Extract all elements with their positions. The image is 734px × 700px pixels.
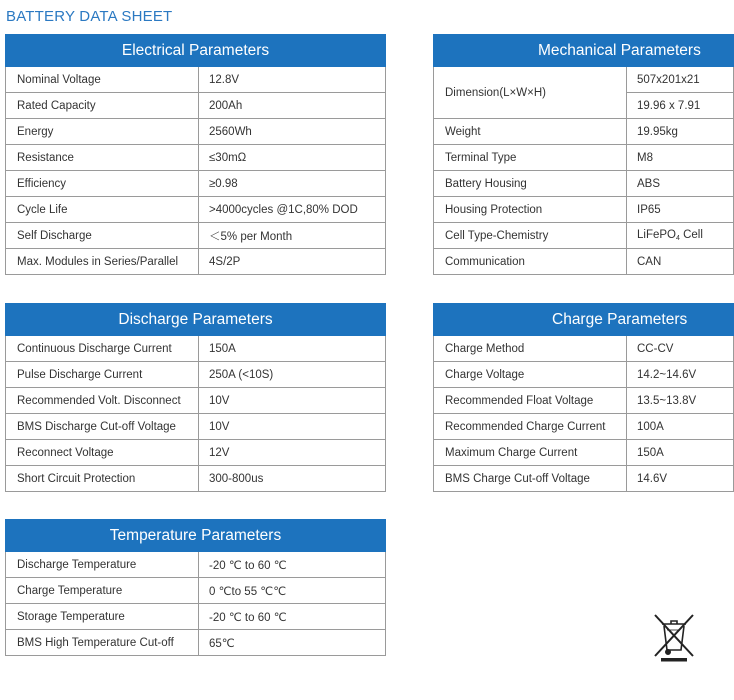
table-row [6,440,386,466]
row-value [627,223,734,249]
table-row [434,414,734,440]
table-row [6,67,386,93]
electrical-parameters-header: Electrical Parameters [6,35,386,67]
temperature-parameters-table [5,519,386,656]
row-value: 65℃ [199,630,386,656]
row-value: 10V [199,388,386,414]
row-label: Charge Temperature [6,578,199,604]
charge-parameters-header: Charge Parameters [434,304,734,336]
mechanical-parameters-table [433,34,734,275]
cell-chemistry-text: LiFePO [637,229,676,241]
row-label: Battery Housing [434,171,627,197]
table-row [434,440,734,466]
row-value: 10V [199,414,386,440]
row-value: ≤30mΩ [199,145,386,171]
row-label: Continuous Discharge Current [6,336,199,362]
table-row [434,223,734,249]
row-value: 2560Wh [199,119,386,145]
crossed-out-wheelie-bin-icon [652,612,696,662]
row-label: Dimension(L×W×H) [434,67,627,119]
row-value: CC-CV [627,336,734,362]
row-label: Storage Temperature [6,604,199,630]
discharge-parameters-header: Discharge Parameters [6,304,386,336]
cell-chemistry-subscript: 4 [676,235,680,242]
row-value: M8 [627,145,734,171]
row-value: IP65 [627,197,734,223]
table-row [6,119,386,145]
row-label: Charge Method [434,336,627,362]
row-value: ＜5% per Month [199,223,386,249]
row-label: Pulse Discharge Current [6,362,199,388]
row-value: ABS [627,171,734,197]
row-label: Recommended Volt. Disconnect [6,388,199,414]
row-value: 300-800us [199,466,386,492]
row-label: Short Circuit Protection [6,466,199,492]
table-row [6,388,386,414]
table-row [434,67,734,93]
row-value: -20 ℃ to 60 ℃ [199,604,386,630]
row-value: 0 ℃to 55 ℃℃ [199,578,386,604]
row-label: BMS Charge Cut-off Voltage [434,466,627,492]
charge-parameters-table [433,303,734,492]
row-label: BMS High Temperature Cut-off [6,630,199,656]
table-row [434,197,734,223]
table-row [434,119,734,145]
table-row [6,171,386,197]
table-row [6,414,386,440]
table-row [434,362,734,388]
row-value: 12V [199,440,386,466]
table-row [6,578,386,604]
row-value: >4000cycles @1C,80% DOD [199,197,386,223]
row-value: 14.2~14.6V [627,362,734,388]
row-value: -20 ℃ to 60 ℃ [199,552,386,578]
row-value: 200Ah [199,93,386,119]
table-row [6,336,386,362]
table-row [6,249,386,275]
table-row [6,223,386,249]
table-row [6,362,386,388]
table-row [434,466,734,492]
table-row [434,336,734,362]
row-value: 13.5~13.8V [627,388,734,414]
row-label: Cell Type-Chemistry [434,223,627,249]
row-label: Resistance [6,145,199,171]
row-label: Cycle Life [6,197,199,223]
row-value: 150A [627,440,734,466]
row-label: Terminal Type [434,145,627,171]
row-label: Housing Protection [434,197,627,223]
row-label: Maximum Charge Current [434,440,627,466]
row-value: CAN [627,249,734,275]
cell-chemistry-suffix: Cell [679,229,703,241]
row-label: Communication [434,249,627,275]
row-value: 19.96 x 7.91 [627,93,734,119]
row-value: 12.8V [199,67,386,93]
page-title: BATTERY DATA SHEET [6,8,173,25]
row-value: 150A [199,336,386,362]
table-row [6,197,386,223]
table-row [434,388,734,414]
row-label: Energy [6,119,199,145]
table-row [6,466,386,492]
row-value: 100A [627,414,734,440]
row-value: 19.95kg [627,119,734,145]
row-label: Weight [434,119,627,145]
row-label: BMS Discharge Cut-off Voltage [6,414,199,440]
row-value: ≥0.98 [199,171,386,197]
electrical-parameters-table [5,34,386,275]
table-row [6,145,386,171]
row-label: Efficiency [6,171,199,197]
table-row [434,145,734,171]
table-row [434,171,734,197]
table-row [6,552,386,578]
row-label: Recommended Float Voltage [434,388,627,414]
row-value: 14.6V [627,466,734,492]
row-label: Nominal Voltage [6,67,199,93]
row-value: 4S/2P [199,249,386,275]
table-row [434,249,734,275]
row-value: 250A (<10S) [199,362,386,388]
temperature-parameters-header: Temperature Parameters [6,520,386,552]
row-label: Recommended Charge Current [434,414,627,440]
table-row [6,93,386,119]
row-label: Discharge Temperature [6,552,199,578]
table-row [6,604,386,630]
row-value: 507x201x21 [627,67,734,93]
row-label: Max. Modules in Series/Parallel [6,249,199,275]
row-label: Reconnect Voltage [6,440,199,466]
row-label: Self Discharge [6,223,199,249]
row-label: Rated Capacity [6,93,199,119]
row-label: Charge Voltage [434,362,627,388]
table-row [6,630,386,656]
mechanical-parameters-header: Mechanical Parameters [434,35,734,67]
discharge-parameters-table [5,303,386,492]
